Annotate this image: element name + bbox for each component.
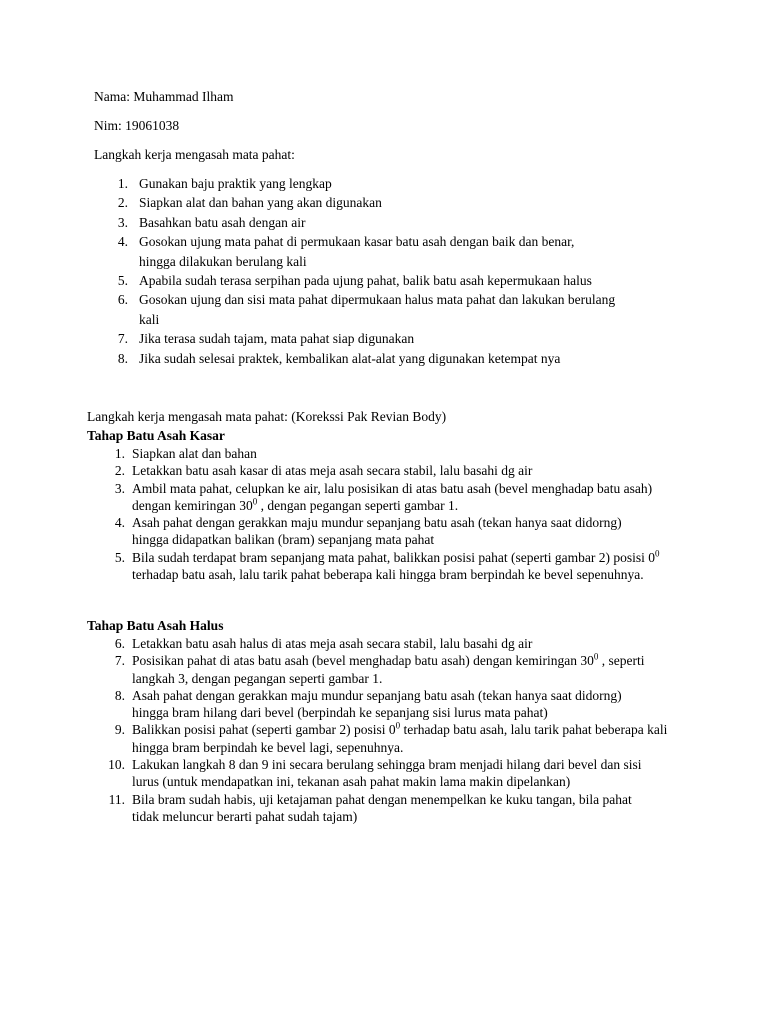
intro-heading: Langkah kerja mengasah mata pahat: — [94, 147, 295, 162]
list-item: 5. Bila sudah terdapat bram sepanjang mata pahat, balikkan posisi pahat (seperti gambar 2) posisi $0^0$ terhadap batu asah, lalu tarik pahat beberapa kali hingga bram berpindah ke bevel sepenuhnya. — [114, 548, 660, 583]
list-item: 1. Siapkan alat dan bahan — [114, 446, 257, 461]
list-item: 4. Gosokan ujung mata pahat di permukaan kasar batu asah dengan baik dan benar, hingga dilakukan berulang kali — [117, 234, 575, 269]
list-item: 6. Gosokan ujung dan sisi mata pahat dipermukaan halus mata pahat dan lakukan berulang kali — [117, 292, 616, 327]
list-item: 3. Ambil mata pahat, celupkan ke air, lalu posisikan di atas batu asah (bevel menghadap batu asah) dengan kemiringan $30^0$ , dengan pegangan seperti gambar 1. — [114, 480, 653, 513]
halus-steps-list — [104, 635, 668, 825]
list-item: 3. Basahkan batu asah dengan air — [117, 214, 306, 230]
list-item: 5. Apabila sudah terasa serpihan pada ujung pahat, balik batu asah kepermukaan halus — [117, 273, 592, 289]
kasar-heading: Tahap Batu Asah Kasar — [87, 428, 225, 443]
kasar-steps-list — [104, 445, 664, 583]
list-item: 2. Letakkan batu asah kasar di atas meja asah secara stabil, lalu basahi dg air — [114, 463, 533, 479]
name-line: Nama: Muhammad Ilham — [94, 89, 234, 104]
list-item: 6. Letakkan batu asah halus di atas meja asah secara stabil, lalu basahi dg air — [114, 636, 533, 651]
section-title: Langkah kerja mengasah mata pahat: (Korekssi Pak Revian Body) — [87, 409, 447, 424]
list-item: 2. Siapkan alat dan bahan yang akan digunakan — [117, 195, 382, 211]
list-item: 4. Asah pahat dengan gerakkan maju mundur sepanjang batu asah (tekan hanya saat didorng) hingga didapatkan balikan (bram) sepanjang mata pahat — [114, 515, 622, 548]
halus-heading: Tahap Batu Asah Halus — [87, 618, 224, 633]
list-item: 7. Posisikan pahat di atas batu asah (bevel menghadap batu asah) dengan kemiringan $30^0$ , seperti langkah 3, dengan pegangan seperti gambar 1. — [114, 651, 645, 686]
list-item: 8. Asah pahat dengan gerakkan maju mundur sepanjang batu asah (tekan hanya saat didorng) hingga bram hilang dari bevel (berpindah ke sepanjang sisi lurus mata pahat) — [114, 687, 622, 721]
nim-line: Nim: 19061038 — [94, 118, 180, 133]
list-item: 11. Bila bram sudah habis, uji ketajaman pahat dengan menempelkan ke kuku tangan, bila pahat tidak meluncur berarti pahat sudah tajam) — [108, 791, 632, 824]
steps-list-original — [112, 174, 672, 368]
list-item: 1. Gunakan baju praktik yang lengkap — [117, 176, 332, 191]
list-item: 7. Jika terasa sudah tajam, mata pahat siap digunakan — [117, 331, 415, 347]
list-item: 8. Jika sudah selesai praktek, kembalikan alat-alat yang digunakan ketempat nya — [117, 350, 561, 366]
list-item: 10. Lakukan langkah 8 dan 9 ini secara berulang sehingga bram menjadi hilang dari bevel dan sisi lurus (untuk mendapatkan ini, tekanan asah pahat makin lama makin dipelankan) — [108, 757, 642, 790]
list-item: 9. Balikkan posisi pahat (seperti gambar 2) posisi $0^0$ terhadap batu asah, lalu tarik pahat beberapa kali hingga bram berpindah ke bevel lagi, sepenuhnya. — [114, 720, 668, 755]
